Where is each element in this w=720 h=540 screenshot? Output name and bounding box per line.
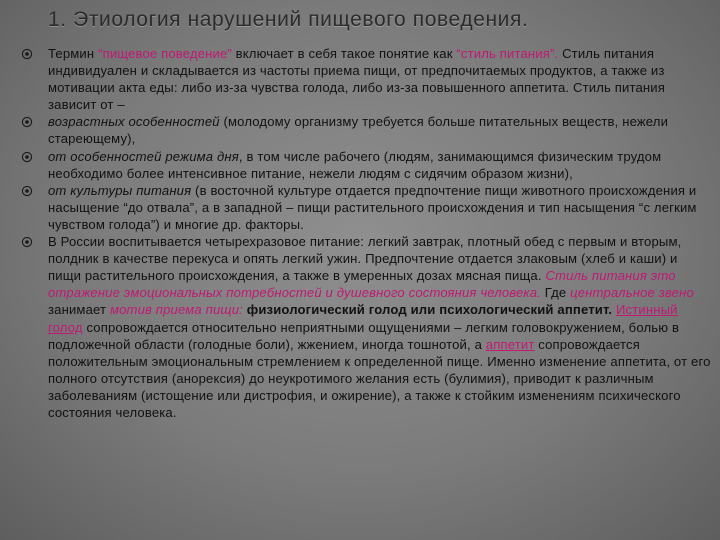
- bullet-list: [18, 45, 714, 421]
- emphasis-text: “пищевое поведение”: [98, 46, 232, 61]
- body-text: Стиль питания индивидуален и складывается из частоты приема пищи, от предпочитаемых продуктов, а также из мотивации акта еды: либо из-за чувства голода, либо из-за повышенного аппетита. Стиль питания зависит от –: [48, 46, 665, 113]
- body-text: сопровождается относительно неприятными ощущениями – легким головокружением, болью в подложечной области (голодные боли), жжением, иногда тошнотой, а: [48, 319, 680, 352]
- target-circle-icon: [21, 236, 33, 248]
- slide-title: 1. Этиология нарушений пищевого поведения.: [48, 8, 529, 31]
- target-circle-icon: [21, 151, 33, 163]
- target-circle-icon: [21, 185, 33, 197]
- bullet-item: [18, 45, 714, 113]
- body-text: сопровождается положительным эмоциональным стремлением к определенной пище. Именно изменение аппетита, от его полного отсутствия (анорексия) до неукротимого желания есть (булимия), приводит к различным заболеваниям (истощение или дистрофия, и ожирение), а также к стойким изменениям психического состояния человека.: [48, 336, 711, 420]
- emphasis-text: возрастных особенностей: [48, 114, 220, 130]
- emphasis-text: мотив приема пищи:: [109, 302, 243, 318]
- body-text: (молодому организму требуется больше питательных веществ, нежели стареющему),: [48, 114, 669, 147]
- bullet-item: [18, 233, 714, 421]
- bullet-item: [18, 113, 714, 147]
- emphasis-text: от особенностей режима дня: [48, 148, 239, 164]
- body-text: , в том числе рабочего (людям, занимающимся физическим трудом необходимо более интенсивное питание, нежели людям с сидячим образом жизни),: [48, 148, 662, 181]
- body-text: включает в себя такое понятие как: [231, 46, 457, 61]
- bullet-item: [18, 148, 714, 182]
- body-text: Термин: [48, 46, 99, 61]
- body-text: занимает: [48, 302, 110, 318]
- emphasis-text: от культуры питания: [48, 182, 192, 198]
- term-link[interactable]: аппетит: [485, 336, 535, 352]
- target-circle-icon: [21, 48, 33, 60]
- emphasis-text: “стиль питания”.: [456, 46, 559, 61]
- emphasis-text: центральное звено: [570, 285, 694, 301]
- body-text: Где: [540, 285, 571, 301]
- body-text: В России воспитывается четырехразовое питание: легкий завтрак, плотный обед с первым и вторым, полдник в качестве перекуса и опять легкий ужин. Предпочтение отдается злаковым (хлеб и каши) и пищи растительного происхождения, а также в умеренных дозах мясная пища.: [48, 234, 682, 284]
- bullet-item: [18, 182, 714, 233]
- emphasis-text: Стиль питания это отражение эмоциональных потребностей и душевного состояния человека.: [48, 268, 676, 301]
- body-text: (в восточной культуре отдается предпочтение пищи животного происхождения и насыщение “до отвала”, а в западной – пищи растительного происхождения и тип насыщения “с легким чувством голода”) и многие др. факторы.: [48, 182, 697, 232]
- target-circle-icon: [21, 116, 33, 128]
- emphasis-text: физиологический голод или психологический аппетит.: [242, 302, 613, 318]
- term-link[interactable]: Истинный голод: [48, 302, 678, 335]
